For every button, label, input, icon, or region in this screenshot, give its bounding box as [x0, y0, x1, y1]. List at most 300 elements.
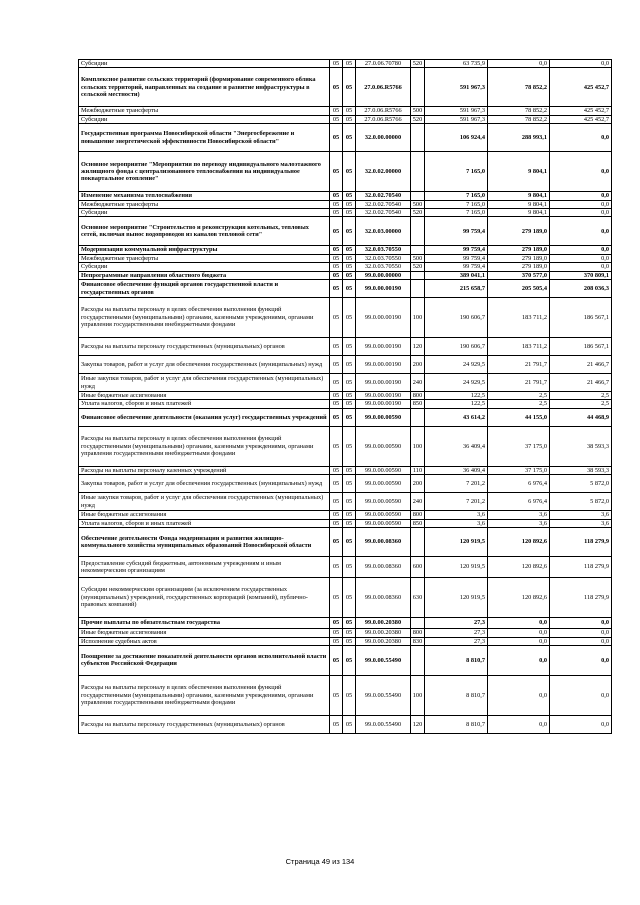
table-row — [79, 152, 612, 192]
row-target-article: 27.0.06.R5766 — [356, 107, 411, 115]
row-section: 05 — [330, 392, 343, 400]
row-amount-year2: 2,5 — [488, 400, 550, 408]
row-name: Субсидии — [79, 115, 330, 123]
row-subsection: 05 — [343, 645, 356, 675]
row-subsection: 05 — [343, 263, 356, 271]
row-expense-type: 240 — [411, 374, 425, 392]
row-name: Иные бюджетные ассигнования — [79, 511, 330, 519]
row-amount-year3: 186 567,1 — [550, 298, 612, 338]
row-section: 05 — [330, 374, 343, 392]
row-amount-year1: 99 759,4 — [425, 254, 488, 262]
table-row — [79, 200, 612, 208]
row-target-article: 99.0.00.00190 — [356, 392, 411, 400]
row-expense-type: 100 — [411, 426, 425, 466]
row-section: 05 — [330, 645, 343, 675]
row-target-article: 99.0.00.55490 — [356, 645, 411, 675]
row-amount-year2: 0,0 — [488, 645, 550, 675]
row-name: Поощрение за достижение показателей деятельности органов исполнительной власти субъектов Российской Федерации — [79, 645, 330, 675]
row-section: 05 — [330, 246, 343, 254]
row-amount-year3: 0,0 — [550, 152, 612, 192]
row-section: 05 — [330, 271, 343, 279]
row-expense-type — [411, 528, 425, 557]
table-row — [79, 557, 612, 578]
row-expense-type — [411, 280, 425, 298]
row-amount-year1: 24 929,5 — [425, 374, 488, 392]
row-amount-year3: 0,0 — [550, 618, 612, 629]
row-amount-year1: 8 810,7 — [425, 675, 488, 715]
row-name: Иные бюджетные ассигнования — [79, 629, 330, 637]
row-expense-type: 120 — [411, 715, 425, 733]
row-expense-type — [411, 271, 425, 279]
table-row — [79, 475, 612, 493]
row-expense-type: 850 — [411, 400, 425, 408]
row-name: Расходы на выплаты персоналу в целях обеспечения выполнения функций государственными (муниципальными) органами, казенными учреждениями, органами управления государственными внебюджетными фондами — [79, 426, 330, 466]
row-subsection: 05 — [343, 200, 356, 208]
row-name: Модернизация коммунальной инфраструктуры — [79, 246, 330, 254]
row-subsection: 05 — [343, 280, 356, 298]
row-amount-year1: 43 614,2 — [425, 408, 488, 426]
row-subsection: 05 — [343, 298, 356, 338]
row-amount-year2: 9 804,1 — [488, 200, 550, 208]
row-section: 05 — [330, 408, 343, 426]
row-section: 05 — [330, 209, 343, 217]
row-expense-type: 100 — [411, 675, 425, 715]
table-row — [79, 392, 612, 400]
row-name: Закупка товаров, работ и услуг для обеспечения государственных (муниципальных) нужд — [79, 475, 330, 493]
row-section: 05 — [330, 107, 343, 115]
row-amount-year1: 215 658,7 — [425, 280, 488, 298]
table-row — [79, 374, 612, 392]
row-target-article: 32.0.02.00000 — [356, 152, 411, 192]
row-subsection: 05 — [343, 124, 356, 152]
row-section: 05 — [330, 675, 343, 715]
row-name: Расходы на выплаты персоналу в целях обеспечения выполнения функций государственными (муниципальными) органами, казенными учреждениями, органами управления государственными внебюджетными фондами — [79, 675, 330, 715]
row-amount-year2: 44 155,0 — [488, 408, 550, 426]
row-target-article: 32.0.02.70540 — [356, 192, 411, 200]
row-name: Финансовое обеспечение функций органов государственной власти и государственных органов — [79, 280, 330, 298]
row-subsection: 05 — [343, 271, 356, 279]
row-amount-year3: 0,0 — [550, 192, 612, 200]
row-expense-type — [411, 217, 425, 246]
row-amount-year1: 8 810,7 — [425, 645, 488, 675]
row-target-article: 27.0.06.70780 — [356, 60, 411, 68]
table-row — [79, 298, 612, 338]
row-amount-year2: 78 852,2 — [488, 68, 550, 107]
row-target-article: 99.0.00.00590 — [356, 493, 411, 511]
row-amount-year1: 3,6 — [425, 511, 488, 519]
row-section: 05 — [330, 557, 343, 578]
row-section: 05 — [330, 298, 343, 338]
row-subsection: 05 — [343, 356, 356, 374]
row-amount-year1: 27,3 — [425, 629, 488, 637]
row-amount-year1: 27,3 — [425, 618, 488, 629]
row-amount-year2: 6 976,4 — [488, 475, 550, 493]
row-expense-type: 600 — [411, 557, 425, 578]
row-section: 05 — [330, 124, 343, 152]
row-subsection: 05 — [343, 152, 356, 192]
row-name: Субсидии — [79, 60, 330, 68]
row-expense-type — [411, 124, 425, 152]
row-amount-year3: 118 279,9 — [550, 557, 612, 578]
table-row — [79, 618, 612, 629]
row-name: Изменение механизма теплоснабжения — [79, 192, 330, 200]
row-section: 05 — [330, 578, 343, 618]
table-row — [79, 511, 612, 519]
row-target-article: 99.0.00.20380 — [356, 629, 411, 637]
row-subsection: 05 — [343, 675, 356, 715]
row-amount-year2: 9 804,1 — [488, 152, 550, 192]
row-amount-year1: 7 201,2 — [425, 475, 488, 493]
row-name: Уплата налогов, сборов и иных платежей — [79, 400, 330, 408]
row-target-article: 99.0.00.00190 — [356, 280, 411, 298]
row-name: Субсидии — [79, 263, 330, 271]
row-amount-year1: 122,5 — [425, 392, 488, 400]
row-amount-year3: 0,0 — [550, 124, 612, 152]
row-expense-type: 830 — [411, 637, 425, 645]
row-subsection: 05 — [343, 578, 356, 618]
row-subsection: 05 — [343, 557, 356, 578]
row-subsection: 05 — [343, 217, 356, 246]
row-name: Иные бюджетные ассигнования — [79, 392, 330, 400]
row-expense-type — [411, 246, 425, 254]
table-row — [79, 578, 612, 618]
row-target-article: 99.0.00.00590 — [356, 426, 411, 466]
row-target-article: 99.0.00.08360 — [356, 578, 411, 618]
row-amount-year3: 38 593,3 — [550, 426, 612, 466]
row-amount-year2: 279 189,0 — [488, 246, 550, 254]
row-target-article: 32.0.03.70550 — [356, 263, 411, 271]
row-amount-year1: 120 919,5 — [425, 578, 488, 618]
table-row — [79, 60, 612, 68]
row-section: 05 — [330, 68, 343, 107]
row-amount-year2: 0,0 — [488, 715, 550, 733]
table-row — [79, 356, 612, 374]
budget-table — [78, 59, 612, 734]
row-amount-year2: 0,0 — [488, 618, 550, 629]
row-subsection: 05 — [343, 629, 356, 637]
row-subsection: 05 — [343, 392, 356, 400]
row-amount-year1: 36 409,4 — [425, 466, 488, 474]
row-expense-type: 110 — [411, 466, 425, 474]
row-expense-type: 630 — [411, 578, 425, 618]
row-amount-year3: 38 593,3 — [550, 466, 612, 474]
budget-rows — [79, 60, 612, 734]
row-name: Расходы на выплаты персоналу государственных (муниципальных) органов — [79, 715, 330, 733]
row-expense-type: 520 — [411, 115, 425, 123]
row-section: 05 — [330, 493, 343, 511]
row-target-article: 32.0.02.70540 — [356, 209, 411, 217]
row-expense-type — [411, 192, 425, 200]
row-amount-year2: 0,0 — [488, 60, 550, 68]
row-amount-year2: 6 976,4 — [488, 493, 550, 511]
row-subsection: 05 — [343, 338, 356, 356]
row-expense-type: 850 — [411, 519, 425, 527]
row-expense-type: 520 — [411, 209, 425, 217]
table-row — [79, 629, 612, 637]
row-expense-type: 500 — [411, 107, 425, 115]
row-amount-year3: 5 872,0 — [550, 493, 612, 511]
table-row — [79, 400, 612, 408]
table-row — [79, 519, 612, 527]
row-amount-year3: 425 452,7 — [550, 107, 612, 115]
row-section: 05 — [330, 715, 343, 733]
table-row — [79, 280, 612, 298]
row-amount-year3: 0,0 — [550, 263, 612, 271]
row-amount-year2: 279 189,0 — [488, 263, 550, 271]
row-amount-year3: 186 567,1 — [550, 338, 612, 356]
row-target-article: 99.0.00.08360 — [356, 557, 411, 578]
row-section: 05 — [330, 217, 343, 246]
row-name: Иные закупки товаров, работ и услуг для обеспечения государственных (муниципальных) нужд — [79, 374, 330, 392]
budget-page — [78, 59, 611, 734]
row-expense-type — [411, 68, 425, 107]
row-amount-year3: 21 466,7 — [550, 374, 612, 392]
table-row — [79, 246, 612, 254]
table-row — [79, 493, 612, 511]
row-section: 05 — [330, 60, 343, 68]
row-subsection: 05 — [343, 254, 356, 262]
row-section: 05 — [330, 263, 343, 271]
row-amount-year3: 0,0 — [550, 254, 612, 262]
row-amount-year3: 118 279,9 — [550, 528, 612, 557]
row-expense-type — [411, 408, 425, 426]
row-amount-year3: 44 468,9 — [550, 408, 612, 426]
row-section: 05 — [330, 338, 343, 356]
row-amount-year1: 99 759,4 — [425, 263, 488, 271]
row-section: 05 — [330, 152, 343, 192]
row-expense-type: 520 — [411, 60, 425, 68]
row-section: 05 — [330, 618, 343, 629]
row-subsection: 05 — [343, 209, 356, 217]
row-subsection: 05 — [343, 715, 356, 733]
row-name: Расходы на выплаты персоналу государственных (муниципальных) органов — [79, 338, 330, 356]
row-amount-year3: 0,0 — [550, 217, 612, 246]
row-target-article: 99.0.00.00590 — [356, 511, 411, 519]
row-name: Закупка товаров, работ и услуг для обеспечения государственных (муниципальных) нужд — [79, 356, 330, 374]
row-target-article: 99.0.00.08360 — [356, 528, 411, 557]
row-subsection: 05 — [343, 519, 356, 527]
table-row — [79, 528, 612, 557]
row-subsection: 05 — [343, 426, 356, 466]
row-section: 05 — [330, 192, 343, 200]
row-amount-year1: 120 919,5 — [425, 528, 488, 557]
table-row — [79, 637, 612, 645]
row-section: 05 — [330, 466, 343, 474]
row-name: Субсидии некоммерческим организациям (за исключением государственных (муниципальных) учреждений, государственных корпораций (компаний), публично-правовых компаний) — [79, 578, 330, 618]
page-number: Страница 49 из 134 — [285, 857, 355, 866]
row-amount-year1: 27,3 — [425, 637, 488, 645]
table-row — [79, 263, 612, 271]
row-name: Субсидии — [79, 209, 330, 217]
row-expense-type: 520 — [411, 263, 425, 271]
row-amount-year2: 21 791,7 — [488, 356, 550, 374]
row-subsection: 05 — [343, 68, 356, 107]
row-subsection: 05 — [343, 408, 356, 426]
row-section: 05 — [330, 426, 343, 466]
row-amount-year2: 183 711,2 — [488, 338, 550, 356]
row-target-article: 99.0.00.00590 — [356, 475, 411, 493]
row-amount-year1: 99 759,4 — [425, 217, 488, 246]
row-section: 05 — [330, 629, 343, 637]
row-subsection: 05 — [343, 511, 356, 519]
row-amount-year1: 36 409,4 — [425, 426, 488, 466]
row-amount-year3: 3,6 — [550, 511, 612, 519]
row-name: Межбюджетные трансферты — [79, 254, 330, 262]
row-section: 05 — [330, 528, 343, 557]
row-name: Расходы на выплаты персоналу в целях обеспечения выполнения функций государственными (муниципальными) органами, казенными учреждениями, органами управления государственными внебюджетными фондами — [79, 298, 330, 338]
row-amount-year2: 0,0 — [488, 629, 550, 637]
row-amount-year1: 7 165,0 — [425, 200, 488, 208]
row-subsection: 05 — [343, 493, 356, 511]
row-amount-year1: 99 759,4 — [425, 246, 488, 254]
row-name: Иные закупки товаров, работ и услуг для обеспечения государственных (муниципальных) нужд — [79, 493, 330, 511]
row-subsection: 05 — [343, 528, 356, 557]
table-row — [79, 271, 612, 279]
row-section: 05 — [330, 511, 343, 519]
row-amount-year3: 5 872,0 — [550, 475, 612, 493]
row-subsection: 05 — [343, 246, 356, 254]
table-row — [79, 645, 612, 675]
row-expense-type: 800 — [411, 511, 425, 519]
row-amount-year2: 37 175,0 — [488, 466, 550, 474]
row-amount-year2: 183 711,2 — [488, 298, 550, 338]
row-expense-type: 800 — [411, 629, 425, 637]
table-row — [79, 715, 612, 733]
row-subsection: 05 — [343, 475, 356, 493]
row-amount-year2: 9 804,1 — [488, 209, 550, 217]
row-name: Комплексное развитие сельских территорий (формирование современного облика сельских территорий, направленных на создание и развитие инфраструктуры в сельской местности) — [79, 68, 330, 107]
row-expense-type: 500 — [411, 254, 425, 262]
row-expense-type — [411, 618, 425, 629]
row-section: 05 — [330, 519, 343, 527]
row-amount-year3: 0,0 — [550, 629, 612, 637]
row-expense-type: 200 — [411, 475, 425, 493]
row-amount-year3: 21 466,7 — [550, 356, 612, 374]
table-row — [79, 408, 612, 426]
row-amount-year2: 288 993,1 — [488, 124, 550, 152]
row-amount-year2: 205 505,4 — [488, 280, 550, 298]
row-name: Исполнение судебных актов — [79, 637, 330, 645]
row-subsection: 05 — [343, 400, 356, 408]
row-amount-year3: 3,6 — [550, 519, 612, 527]
row-target-article: 99.0.00.00590 — [356, 408, 411, 426]
row-expense-type: 100 — [411, 298, 425, 338]
row-section: 05 — [330, 637, 343, 645]
row-amount-year2: 279 189,0 — [488, 254, 550, 262]
row-amount-year2: 3,6 — [488, 511, 550, 519]
row-amount-year2: 0,0 — [488, 637, 550, 645]
row-amount-year3: 118 279,9 — [550, 578, 612, 618]
row-target-article: 99.0.00.00190 — [356, 400, 411, 408]
row-amount-year3: 0,0 — [550, 645, 612, 675]
row-section: 05 — [330, 475, 343, 493]
row-name: Расходы на выплаты персоналу казенных учреждений — [79, 466, 330, 474]
table-row — [79, 115, 612, 123]
row-amount-year2: 3,6 — [488, 519, 550, 527]
row-amount-year1: 591 967,3 — [425, 107, 488, 115]
row-target-article: 99.0.00.20380 — [356, 618, 411, 629]
row-amount-year2: 78 852,2 — [488, 107, 550, 115]
row-target-article: 99.0.00.55490 — [356, 715, 411, 733]
row-amount-year3: 0,0 — [550, 200, 612, 208]
row-amount-year3: 0,0 — [550, 209, 612, 217]
row-name: Предоставление субсидий бюджетным, автономным учреждениям и иным некоммерческим организациям — [79, 557, 330, 578]
row-expense-type: 800 — [411, 392, 425, 400]
row-name: Межбюджетные трансферты — [79, 107, 330, 115]
row-subsection: 05 — [343, 115, 356, 123]
row-section: 05 — [330, 280, 343, 298]
row-amount-year1: 7 165,0 — [425, 152, 488, 192]
row-section: 05 — [330, 400, 343, 408]
row-subsection: 05 — [343, 107, 356, 115]
table-row — [79, 68, 612, 107]
row-amount-year3: 0,0 — [550, 675, 612, 715]
row-subsection: 05 — [343, 618, 356, 629]
table-row — [79, 338, 612, 356]
row-expense-type: 120 — [411, 338, 425, 356]
row-amount-year1: 7 201,2 — [425, 493, 488, 511]
row-name: Основное мероприятие "Мероприятия по переводу индивидуального малоэтажного жилищного фонда с централизованного теплоснабжения на индивидуальное поквартальное отопление" — [79, 152, 330, 192]
row-target-article: 27.0.06.R5766 — [356, 68, 411, 107]
row-amount-year2: 279 189,0 — [488, 217, 550, 246]
row-amount-year2: 9 804,1 — [488, 192, 550, 200]
row-amount-year3: 2,5 — [550, 400, 612, 408]
row-amount-year1: 190 606,7 — [425, 338, 488, 356]
row-name: Уплата налогов, сборов и иных платежей — [79, 519, 330, 527]
row-amount-year3: 2,5 — [550, 392, 612, 400]
row-target-article: 99.0.00.20380 — [356, 637, 411, 645]
table-row — [79, 675, 612, 715]
row-section: 05 — [330, 254, 343, 262]
row-target-article: 32.0.03.70550 — [356, 254, 411, 262]
row-section: 05 — [330, 356, 343, 374]
row-target-article: 99.0.00.00590 — [356, 519, 411, 527]
row-target-article: 27.0.06.R5766 — [356, 115, 411, 123]
row-amount-year2: 120 892,6 — [488, 578, 550, 618]
row-amount-year1: 190 606,7 — [425, 298, 488, 338]
row-target-article: 99.0.00.55490 — [356, 675, 411, 715]
table-row — [79, 124, 612, 152]
row-expense-type — [411, 152, 425, 192]
row-name: Основное мероприятие "Строительство и реконструкция котельных, тепловых сетей, включая вынос водопроводов из каналов тепловой сети" — [79, 217, 330, 246]
row-amount-year3: 0,0 — [550, 60, 612, 68]
row-amount-year1: 7 165,0 — [425, 209, 488, 217]
row-amount-year1: 122,5 — [425, 400, 488, 408]
row-amount-year2: 120 892,6 — [488, 528, 550, 557]
row-target-article: 99.0.00.00190 — [356, 356, 411, 374]
row-amount-year2: 0,0 — [488, 675, 550, 715]
row-amount-year3: 425 452,7 — [550, 115, 612, 123]
row-amount-year2: 21 791,7 — [488, 374, 550, 392]
row-amount-year1: 591 967,3 — [425, 68, 488, 107]
row-subsection: 05 — [343, 374, 356, 392]
row-amount-year1: 24 929,5 — [425, 356, 488, 374]
row-subsection: 05 — [343, 192, 356, 200]
table-row — [79, 426, 612, 466]
table-row — [79, 466, 612, 474]
row-amount-year2: 120 892,6 — [488, 557, 550, 578]
row-section: 05 — [330, 115, 343, 123]
row-subsection: 05 — [343, 60, 356, 68]
row-amount-year3: 0,0 — [550, 246, 612, 254]
row-target-article: 32.0.03.70550 — [356, 246, 411, 254]
row-amount-year2: 370 577,0 — [488, 271, 550, 279]
row-name: Финансовое обеспечение деятельности (оказания услуг) государственных учреждений — [79, 408, 330, 426]
row-target-article: 99.0.00.00190 — [356, 374, 411, 392]
row-expense-type: 240 — [411, 493, 425, 511]
row-expense-type — [411, 645, 425, 675]
row-target-article: 32.0.02.70540 — [356, 200, 411, 208]
